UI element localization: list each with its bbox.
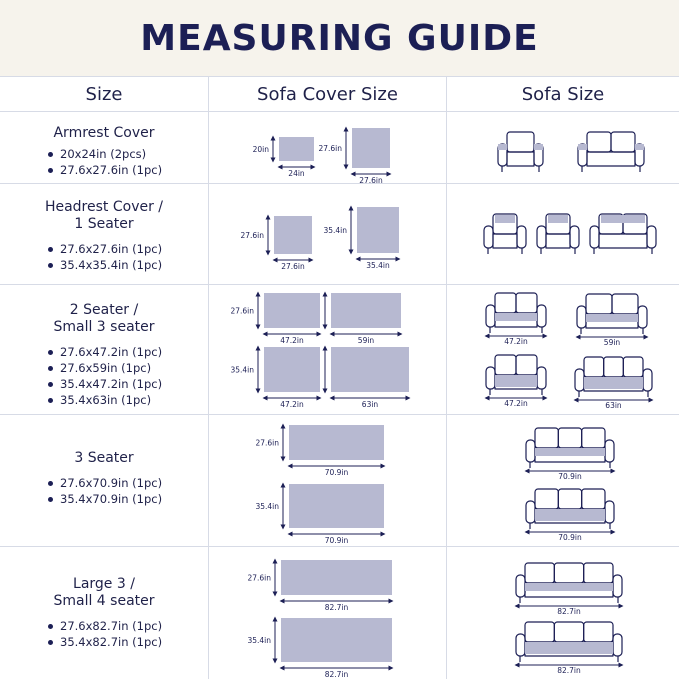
back-cushion — [535, 489, 558, 509]
size-title: 3 Seater — [74, 450, 134, 466]
seat — [535, 448, 605, 462]
back-cushion — [558, 428, 581, 448]
seat — [495, 375, 537, 389]
back-cushion — [495, 355, 516, 375]
highlight-rect — [525, 642, 613, 654]
cover-rect — [352, 128, 390, 168]
size-item: 27.6x59in (1pc) — [48, 360, 208, 376]
column-header-sofa-size: Sofa Size — [521, 84, 605, 105]
sofa-icon — [516, 563, 622, 603]
size-item: 35.4x70.9in (1pc) — [48, 491, 208, 507]
dimension-label: 27.6in — [318, 144, 342, 153]
sofa-icon — [484, 214, 526, 254]
armrest — [526, 501, 535, 523]
dimension-label: 27.6in — [230, 306, 254, 316]
cover-rect — [357, 207, 399, 253]
dimension-label: 70.9in — [324, 536, 349, 545]
seat — [507, 152, 534, 166]
armrest — [498, 144, 507, 166]
sofa-icon — [526, 428, 614, 468]
size-item: 27.6x47.2in (1pc) — [48, 344, 208, 360]
seat — [586, 314, 638, 328]
highlight-rect — [584, 377, 643, 389]
cover-highlight — [498, 144, 543, 150]
armrest — [577, 306, 586, 328]
sofa-icon — [590, 214, 656, 254]
divider — [0, 76, 679, 77]
back-cushion — [584, 563, 613, 583]
highlight-rect — [586, 314, 638, 322]
armrest — [643, 369, 652, 391]
back-cushion — [554, 563, 583, 583]
cover-rect — [289, 484, 384, 528]
seat — [546, 234, 570, 248]
size-item: 35.4x47.2in (1pc) — [48, 376, 208, 392]
dimension-label: 35.4in — [255, 502, 279, 511]
dimension-label: 47.2in — [504, 399, 528, 408]
highlight-rect — [495, 375, 537, 387]
cover-highlight — [601, 215, 645, 223]
dimension-label: 59in — [357, 336, 375, 345]
cover-rect — [289, 425, 384, 460]
highlight-rect — [534, 144, 543, 150]
size-item: 27.6x70.9in (1pc) — [48, 475, 208, 491]
dimension-label: 63in — [605, 401, 622, 410]
armrest — [570, 226, 579, 248]
cover-rect — [331, 347, 409, 392]
back-cushion — [611, 132, 635, 152]
armrest — [590, 226, 599, 248]
back-cushion — [516, 355, 537, 375]
cover-highlight — [495, 313, 537, 321]
cover-diagram — [253, 137, 314, 178]
highlight-rect — [495, 215, 515, 223]
cover-rect — [264, 293, 320, 328]
highlight-rect — [548, 215, 568, 223]
armrest — [537, 305, 546, 327]
size-item: 27.6x82.7in (1pc) — [48, 618, 208, 634]
cover-diagram — [325, 293, 401, 345]
dimension-label: 27.6in — [247, 573, 271, 583]
cover-highlight — [495, 375, 537, 387]
cover-diagram — [230, 293, 320, 345]
dimension-label: 20in — [252, 145, 269, 154]
sofa-icon — [486, 355, 546, 395]
cover-diagram — [247, 618, 392, 679]
dimension-label: 47.2in — [504, 337, 528, 346]
highlight-rect — [495, 313, 537, 321]
cover-diagram — [318, 128, 390, 185]
sofa-icon — [578, 132, 644, 172]
cover-diagram — [325, 347, 409, 409]
divider — [0, 414, 679, 415]
back-cushion — [493, 214, 517, 234]
size-item: 27.6x27.6in (1pc) — [48, 241, 208, 257]
back-cushion — [495, 293, 516, 313]
cover-highlight — [495, 215, 515, 223]
armrest — [605, 440, 614, 462]
page-title: MEASURING GUIDE — [140, 18, 539, 59]
back-cushion — [546, 214, 570, 234]
divider — [0, 183, 679, 184]
size-item: 35.4x82.7in (1pc) — [48, 634, 208, 650]
back-cushion — [586, 294, 612, 314]
dimension-label: 63in — [361, 400, 379, 409]
cover-highlight — [525, 583, 613, 591]
armrest — [635, 144, 644, 166]
cover-diagram — [323, 207, 399, 270]
armrest — [575, 369, 584, 391]
armrest — [486, 367, 495, 389]
sofa-icon — [575, 357, 652, 397]
cover-rect — [281, 560, 392, 595]
seat — [493, 234, 517, 248]
cover-diagram — [240, 216, 312, 271]
seat — [587, 152, 635, 166]
back-cushion — [507, 132, 534, 152]
seat — [495, 313, 537, 327]
dimension-label: 70.9in — [558, 533, 582, 542]
highlight-rect — [525, 583, 613, 591]
back-cushion — [604, 357, 624, 377]
size-title: Headrest Cover / 1 Seater — [44, 199, 164, 232]
highlight-rect — [535, 448, 605, 456]
size-item: 35.4x63in (1pc) — [48, 392, 208, 408]
dimension-label: 70.9in — [558, 472, 582, 481]
dimension-label: 27.6in — [255, 438, 279, 448]
dimension-label: 27.6in — [359, 176, 383, 185]
cover-rect — [274, 216, 312, 254]
size-title: Armrest Cover — [53, 125, 155, 141]
armrest — [516, 634, 525, 656]
seat — [584, 377, 643, 391]
armrest — [486, 305, 495, 327]
back-cushion — [584, 357, 604, 377]
size-row-armrest — [0, 125, 208, 178]
highlight-rect — [601, 215, 645, 223]
cover-rect — [264, 347, 320, 392]
cover-highlight — [584, 377, 643, 389]
back-cushion — [582, 428, 605, 448]
highlight-rect — [498, 144, 507, 150]
armrest — [526, 440, 535, 462]
back-cushion — [623, 357, 643, 377]
sofa-icon — [498, 132, 543, 172]
sofa-icon — [577, 294, 647, 334]
cover-highlight — [535, 448, 605, 456]
armrest — [537, 226, 546, 248]
dimension-label: 35.4in — [230, 365, 254, 375]
highlight-rect — [635, 144, 644, 150]
cover-rect — [331, 293, 401, 328]
back-cushion — [599, 214, 623, 234]
column-header-size: Size — [85, 84, 123, 105]
column-header-cover-size: Sofa Cover Size — [257, 84, 398, 105]
dimension-label: 82.7in — [324, 670, 349, 679]
seat — [535, 509, 605, 523]
armrest — [537, 367, 546, 389]
armrest — [484, 226, 493, 248]
back-cushion — [516, 293, 537, 313]
back-cushion — [558, 489, 581, 509]
column-divider — [446, 77, 447, 679]
dimension-label: 47.2in — [280, 336, 304, 345]
sofa-icon — [537, 214, 579, 254]
dimension-label: 70.9in — [324, 468, 349, 477]
back-cushion — [525, 622, 554, 642]
seat — [599, 234, 647, 248]
dimension-label: 82.7in — [557, 666, 581, 675]
cover-diagram — [255, 425, 384, 477]
back-cushion — [582, 489, 605, 509]
back-cushion — [623, 214, 647, 234]
dimension-label: 27.6in — [281, 262, 305, 271]
size-item: 20x24in (2pcs) — [48, 146, 208, 162]
size-row-2-seater — [0, 302, 208, 408]
highlight-rect — [535, 509, 605, 521]
size-title: 2 Seater / Small 3 seater — [53, 302, 155, 335]
size-item: 27.6x27.6in (1pc) — [48, 162, 208, 178]
dimension-label: 24in — [288, 169, 305, 178]
cover-diagram — [247, 560, 392, 612]
back-cushion — [584, 622, 613, 642]
armrest — [638, 306, 647, 328]
size-row-3-seater — [0, 450, 208, 507]
back-cushion — [535, 428, 558, 448]
armrest — [613, 634, 622, 656]
dimension-label: 47.2in — [280, 400, 304, 409]
armrest — [516, 575, 525, 597]
dimension-label: 35.4in — [366, 261, 390, 270]
cover-diagram — [230, 347, 320, 409]
sofa-icon — [486, 293, 546, 333]
sofa-icon — [526, 489, 614, 529]
cover-highlight — [548, 215, 568, 223]
back-cushion — [525, 563, 554, 583]
seat — [525, 642, 613, 656]
armrest — [534, 144, 543, 166]
armrest — [647, 226, 656, 248]
dimension-label: 35.4in — [247, 636, 271, 645]
armrest — [605, 501, 614, 523]
highlight-rect — [578, 144, 587, 150]
size-row-large-3-seater — [0, 576, 208, 650]
armrest — [613, 575, 622, 597]
size-row-headrest — [0, 199, 208, 273]
back-cushion — [587, 132, 611, 152]
dimension-label: 82.7in — [324, 603, 349, 612]
seat — [525, 583, 613, 597]
divider — [0, 284, 679, 285]
cover-highlight — [586, 314, 638, 322]
back-cushion — [554, 622, 583, 642]
dimension-label: 35.4in — [323, 226, 347, 235]
armrest — [578, 144, 587, 166]
cover-highlight — [578, 144, 644, 150]
cover-highlight — [525, 642, 613, 654]
dimension-label: 27.6in — [240, 231, 264, 240]
cover-diagram — [255, 484, 384, 545]
divider — [0, 111, 679, 112]
dimension-label: 82.7in — [557, 607, 581, 616]
cover-rect — [279, 137, 314, 161]
sofa-icon — [516, 622, 622, 662]
column-divider — [208, 77, 209, 679]
dimension-label: 59in — [603, 338, 621, 347]
cover-rect — [281, 618, 392, 662]
cover-highlight — [535, 509, 605, 521]
armrest — [517, 226, 526, 248]
divider — [0, 546, 679, 547]
size-item: 35.4x35.4in (1pc) — [48, 257, 208, 273]
size-title: Large 3 / Small 4 seater — [53, 576, 155, 609]
back-cushion — [612, 294, 638, 314]
